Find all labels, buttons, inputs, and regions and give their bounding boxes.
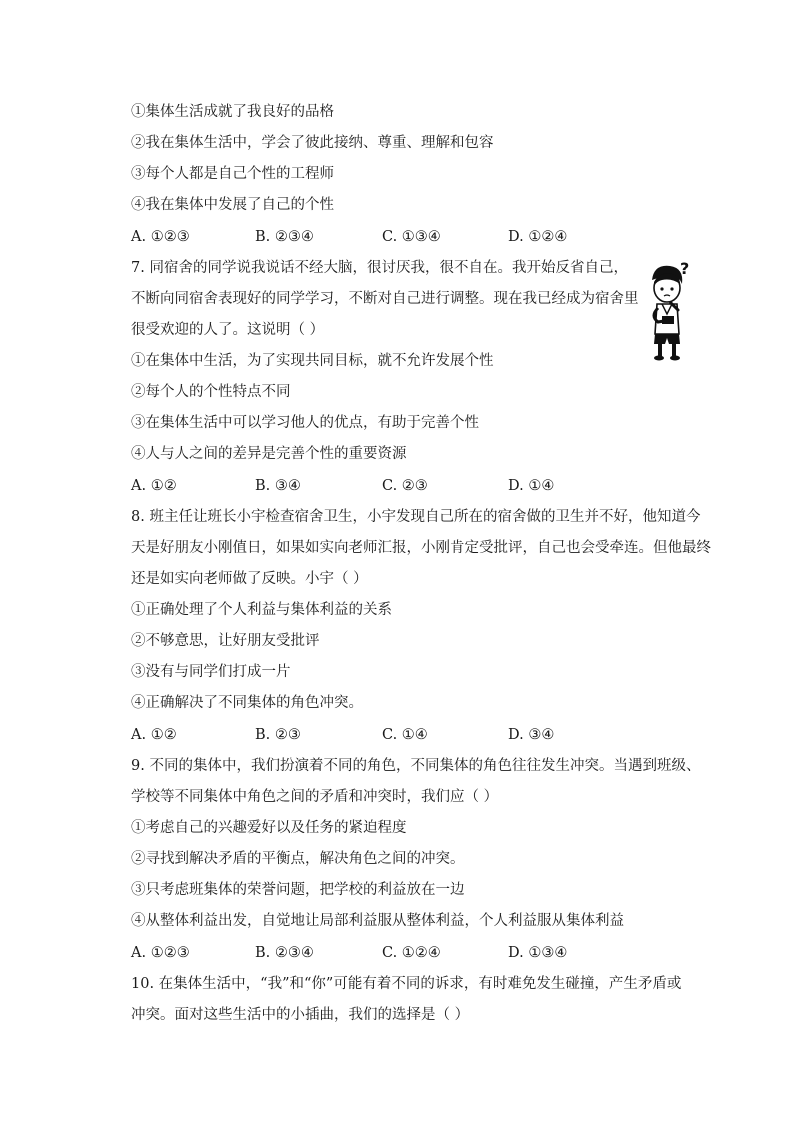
answer-options (131, 227, 651, 247)
q8-option-b: B. ②③ (255, 727, 301, 743)
q9-option-c: C. ①②④ (382, 945, 441, 961)
q8-answer-options (131, 725, 651, 745)
thinking-student-illustration (640, 258, 696, 362)
q9-statement-4: ④从整体利益出发，自觉地让局部利益服从整体利益，个人利益服从集体利益 (131, 913, 624, 929)
q7-option-a: A. ①② (131, 478, 177, 494)
option-d: D. ①②④ (508, 229, 568, 245)
q10-stem-line-1: 10. 在集体生活中，“我”和“你”可能有着不同的诉求，有时难免发生碰撞，产生矛盾或 (131, 976, 682, 992)
q9-statement-2: ②寻找到解决矛盾的平衡点，解决角色之间的冲突。 (131, 851, 465, 867)
q9-stem-line-2: 学校等不同集体中角色之间的矛盾和冲突时，我们应（ ） (131, 789, 499, 805)
q7-option-c: C. ②③ (382, 478, 428, 494)
q9-statement-1: ①考虑自己的兴趣爱好以及任务的紧迫程度 (131, 820, 407, 836)
option-b: B. ②③④ (255, 229, 314, 245)
thinking-student-icon (640, 258, 696, 362)
q7-statement-2: ②每个人的个性特点不同 (131, 384, 291, 400)
q7-option-b: B. ③④ (255, 478, 301, 494)
q8-statement-4: ④正确解决了不同集体的角色冲突。 (131, 695, 363, 711)
q9-statement-3: ③只考虑班集体的荣誉问题，把学校的利益放在一边 (131, 882, 465, 898)
statement-3: ③每个人都是自己个性的工程师 (131, 166, 334, 182)
q9-option-a: A. ①②③ (131, 945, 190, 961)
q8-option-c: C. ①④ (382, 727, 428, 743)
q7-stem-line-3: 很受欢迎的人了。这说明（ ） (131, 322, 325, 338)
q8-option-a: A. ①② (131, 727, 177, 743)
q8-stem-line-3: 还是如实向老师做了反映。小宇（ ） (131, 571, 368, 587)
q7-stem-line-1: 7. 同宿舍的同学说我说话不经大脑，很讨厌我，很不自在。我开始反省自己， (131, 260, 628, 276)
q10-stem-line-2: 冲突。面对这些生活中的小插曲，我们的选择是（ ） (131, 1007, 470, 1023)
option-c: C. ①③④ (382, 229, 441, 245)
q7-statement-1: ①在集体中生活，为了实现共同目标，就不允许发展个性 (131, 353, 494, 369)
q7-stem-line-2: 不断向同宿舍表现好的同学学习，不断对自己进行调整。现在我已经成为宿舍里 (131, 291, 639, 307)
q8-statement-3: ③没有与同学们打成一片 (131, 664, 291, 680)
option-a: A. ①②③ (131, 229, 190, 245)
statement-1: ①集体生活成就了我良好的品格 (131, 104, 334, 120)
q8-statement-1: ①正确处理了个人利益与集体利益的关系 (131, 602, 392, 618)
q8-statement-2: ②不够意思，让好朋友受批评 (131, 633, 320, 649)
q9-answer-options (131, 943, 651, 963)
q8-stem-line-1: 8. 班主任让班长小宇检查宿舍卫生，小宇发现自己所在的宿舍做的卫生并不好，他知道今 (131, 509, 701, 525)
q8-option-d: D. ③④ (508, 727, 555, 743)
q9-option-b: B. ②③④ (255, 945, 314, 961)
q9-stem-line-1: 9. 不同的集体中，我们扮演着不同的角色，不同集体的角色往往发生冲突。当遇到班级、 (131, 758, 701, 774)
q7-option-d: D. ①④ (508, 478, 555, 494)
statement-4: ④我在集体中发展了自己的个性 (131, 197, 334, 213)
q8-stem-line-2: 天是好朋友小刚值日，如果如实向老师汇报，小刚肯定受批评，自己也会受牵连。但他最终 (131, 540, 711, 556)
q7-answer-options (131, 476, 651, 496)
statement-2: ②我在集体生活中，学会了彼此接纳、尊重、理解和包容 (131, 135, 494, 151)
svg-text:?: ? (680, 259, 690, 278)
q7-statement-4: ④人与人之间的差异是完善个性的重要资源 (131, 446, 407, 462)
q7-statement-3: ③在集体生活中可以学习他人的优点，有助于完善个性 (131, 415, 479, 431)
q9-option-d: D. ①③④ (508, 945, 568, 961)
